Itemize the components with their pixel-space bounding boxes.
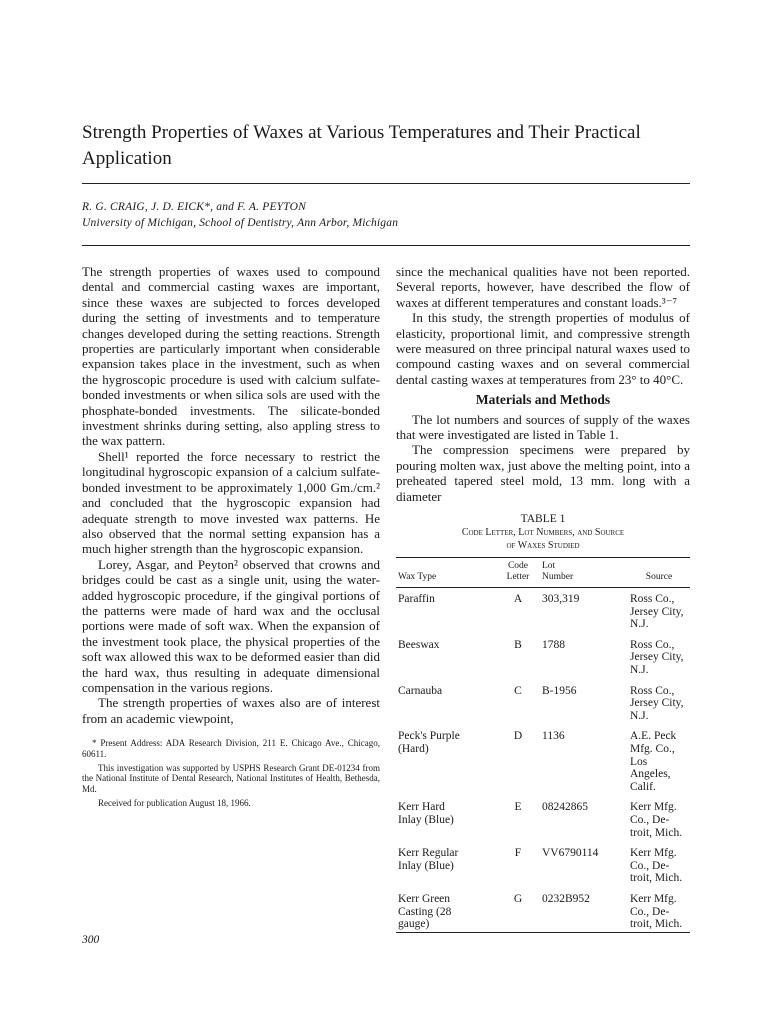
- cell-source: Kerr Mfg. Co., De- troit, Mich.: [630, 801, 683, 839]
- cell-wax-type: Kerr Regular Inlay (Blue): [398, 847, 459, 872]
- page-number: 300: [82, 934, 100, 946]
- table-row: [396, 888, 690, 932]
- table-row: [396, 725, 690, 796]
- cell-source: A.E. Peck Mfg. Co., Los Angeles, Calif.: [630, 730, 677, 793]
- cell-lot: 08242865: [542, 801, 588, 814]
- body-paragraph: The lot numbers and sources of supply of the waxes that were investigated are listed in Table 1.: [396, 411, 690, 443]
- cell-source: Kerr Mfg. Co., De- troit, Mich.: [628, 888, 690, 932]
- footnote-received: Received for publication August 18, 1966.: [98, 798, 251, 809]
- author-line: R. G. CRAIG, J. D. EICK*, and F. A. PEYTON: [82, 201, 307, 213]
- cell-lot: 1136: [542, 730, 565, 743]
- body-paragraph: The strength properties of waxes used to compound dental and commercial casting waxes are important, since these waxes are subjected to forces developed during the setting of investments and to temperature changes developed during the setting reactions. Strength properties are particularly important when considerable expansion takes place in the investment, such as when the hygroscopic procedure is used with calcium sulfate-bonded investments or when silica sols are used with the phosphate-bonded investments. The silicate-bonded investment shrinks during setting, also appling stress to the wax pattern.: [82, 264, 380, 449]
- cell-source: Ross Co., Jersey City, N.J.: [630, 638, 684, 677]
- table-row: [396, 634, 690, 680]
- left-column: [82, 264, 380, 813]
- cell-source: Ross Co., Jersey City, N.J.: [630, 684, 684, 722]
- cell-code: F: [514, 847, 522, 860]
- cell-source: Kerr Mfg. Co., De- troit, Mich.: [630, 847, 683, 885]
- cell-code: B: [514, 638, 522, 651]
- cell-wax-type: Beeswax: [398, 638, 440, 651]
- body-paragraph: Lorey, Asgar, and Peyton² observed that crowns and bridges could be cast as a single unit, using the water-added hygroscopic procedure, if the gingival portions of the patterns were made of hard wax and the occlusal portions were made of soft wax. When the expansion of the investment took place, the physical properties of the soft wax allowed this wax to be deformed easier than did the hard wax, thus resulting in adequate dimensional compensation in the various regions.: [82, 556, 380, 695]
- header-lot-number: Lot Number: [540, 558, 628, 588]
- cell-wax-type: Carnauba: [398, 684, 443, 697]
- cell-code: D: [513, 730, 523, 743]
- right-column: [396, 264, 690, 933]
- cell-code: E: [514, 801, 522, 814]
- table-header-row: [396, 558, 690, 588]
- header-code-letter: Code Letter: [496, 558, 540, 588]
- header-source: Source: [628, 558, 690, 588]
- footnotes: [82, 738, 380, 808]
- cell-lot: 1788: [542, 638, 565, 651]
- section-heading: Materials and Methods: [475, 392, 611, 408]
- cell-source: Ross Co., Jersey City, N.J.: [630, 593, 684, 631]
- cell-lot: 0232B952: [540, 888, 628, 932]
- wax-table: [396, 557, 690, 933]
- body-paragraph: since the mechanical qualities have not been reported. Several reports, however, have described the flow of waxes at different temperatures and constant loads.³⁻⁷: [396, 264, 690, 310]
- body-paragraph: In this study, the strength properties of modulus of elasticity, proportional limit, and compressive strength were measured on three principal natural waxes used to compound casting waxes and on several commercial dental casting waxes at temperatures from 23° to 40°C.: [396, 310, 690, 387]
- body-paragraph: Shell¹ reported the force necessary to restrict the longitudinal hygroscopic expansion of a calcium sulfate-bonded investment to be approximately 1,000 Gm./cm.² and concluded that the hygroscopic expansion had adequate strength to move invested wax patterns. He also observed that the normal setting expansion has a much higher strength than the hygroscopic expansion.: [82, 448, 380, 557]
- cell-wax-type: Kerr Hard Inlay (Blue): [398, 801, 454, 826]
- table-row: [396, 680, 690, 726]
- footnote-address: * Present Address: ADA Research Division, 211 E. Chicago Ave., Chicago, 60611.: [82, 738, 380, 759]
- cell-lot: B-1956: [542, 684, 577, 697]
- body-paragraph: The compression specimens were prepared by pouring molten wax, just above the melting point, into a preheated tapered steel mold, 13 mm. long with a diameter: [396, 442, 690, 504]
- cell-wax-type: Peck's Purple (Hard): [398, 730, 460, 756]
- table-row: [396, 842, 690, 888]
- header-wax-type: Wax Type: [396, 558, 496, 588]
- header-rule: [82, 245, 690, 246]
- table-row: [396, 588, 690, 634]
- table-row: [396, 796, 690, 842]
- article-title: Strength Properties of Waxes at Various Temperatures and Their Practical Application: [82, 122, 641, 169]
- cell-code: C: [514, 684, 522, 697]
- cell-code: A: [513, 593, 523, 606]
- cell-lot: VV6790114: [542, 847, 599, 860]
- table-subcaption: of Waxes Studied: [506, 540, 580, 552]
- footnote-grant: This investigation was supported by USPHS Research Grant DE-01234 from the National Institute of Dental Research, National Institutes of Health, Bethesda, Md.: [82, 763, 380, 794]
- table-caption: TABLE 1: [520, 513, 566, 526]
- affiliation-line: University of Michigan, School of Dentistry, Ann Arbor, Michigan: [82, 217, 399, 229]
- cell-code: G: [496, 888, 540, 932]
- table-subcaption: Code Letter, Lot Numbers, and Source: [461, 527, 625, 539]
- cell-wax-type: Paraffin: [398, 593, 435, 606]
- title-rule: [82, 183, 690, 184]
- cell-wax-type: Kerr Green Casting (28 gauge): [396, 888, 496, 932]
- cell-lot: 303,319: [542, 593, 580, 606]
- body-paragraph: The strength properties of waxes also are of interest from an academic viewpoint,: [82, 695, 380, 726]
